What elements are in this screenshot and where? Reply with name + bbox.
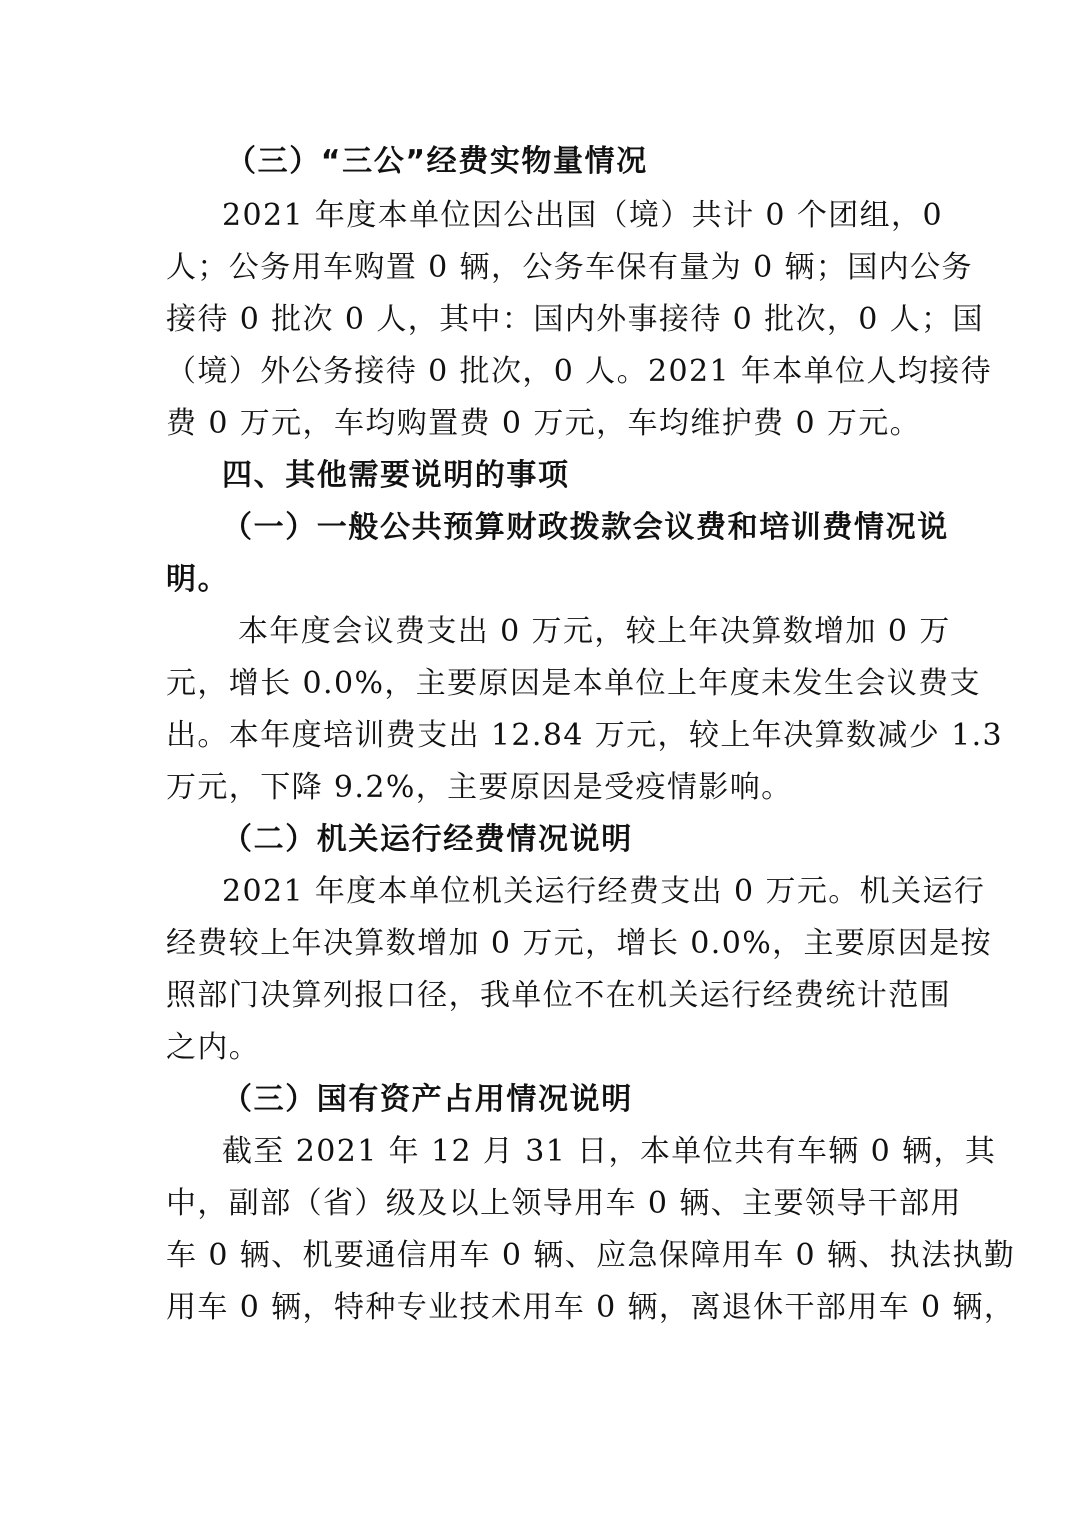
sub-1-body-line-1: 本年度会议费支出 0 万元，较上年决算数增加 0 万 <box>238 614 951 649</box>
sub-3-body-line-2: 中，副部（省）级及以上领导用车 0 辆、主要领导干部用 <box>166 1186 962 1221</box>
sub-2-body-line-2: 经费较上年决算数增加 0 万元，增长 0.0%，主要原因是按 <box>166 926 992 961</box>
sub-1-body-line-3: 出。本年度培训费支出 12.84 万元，较上年决算数减少 1.3 <box>166 718 1004 753</box>
sub-1-body-line-4: 万元，下降 9.2%，主要原因是受疫情影响。 <box>166 770 793 805</box>
section-3-body-line-5: 费 0 万元，车均购置费 0 万元，车均维护费 0 万元。 <box>166 406 922 441</box>
sub-3-body-line-4: 用车 0 辆，特种专业技术用车 0 辆，离退休干部用车 0 辆， <box>166 1290 1016 1325</box>
part-4-heading: 四、其他需要说明的事项 <box>222 458 570 493</box>
sub-2-body-line-4: 之内。 <box>166 1030 261 1065</box>
sub-1-heading-line-1: （一）一般公共预算财政拨款会议费和培训费情况说 <box>222 510 949 545</box>
sub-2-heading: （二）机关运行经费情况说明 <box>222 822 633 857</box>
section-3-body-line-1: 2021 年度本单位因公出国（境）共计 0 个团组，0 <box>222 198 943 233</box>
sub-1-body-line-2: 元，增长 0.0%，主要原因是本单位上年度未发生会议费支 <box>166 666 981 701</box>
sub-2-body-line-1: 2021 年度本单位机关运行经费支出 0 万元。机关运行 <box>222 874 986 909</box>
section-3-body-line-3: 接待 0 批次 0 人，其中：国内外事接待 0 批次，0 人；国 <box>166 302 984 337</box>
sub-2-body-line-3: 照部门决算列报口径，我单位不在机关运行经费统计范围 <box>166 978 951 1013</box>
sub-3-body-line-3: 车 0 辆、机要通信用车 0 辆、应急保障用车 0 辆、执法执勤 <box>166 1238 1016 1273</box>
section-3-body-line-4: （境）外公务接待 0 批次，0 人。2021 年本单位人均接待 <box>166 354 993 389</box>
section-3-body-line-2: 人；公务用车购置 0 辆，公务车保有量为 0 辆；国内公务 <box>166 250 973 285</box>
sub-1-heading-line-2: 明。 <box>166 562 230 597</box>
section-3-heading: （三）“三公”经费实物量情况 <box>226 144 648 179</box>
sub-3-heading: （三）国有资产占用情况说明 <box>222 1082 633 1117</box>
sub-3-body-line-1: 截至 2021 年 12 月 31 日，本单位共有车辆 0 辆，其 <box>222 1134 997 1169</box>
